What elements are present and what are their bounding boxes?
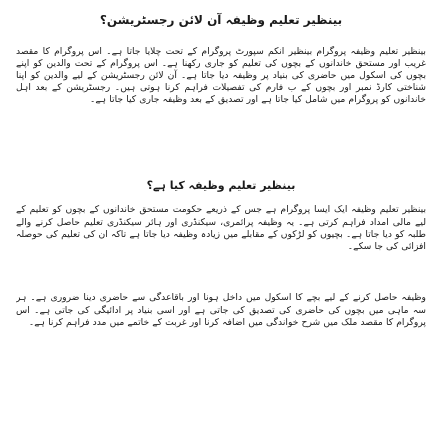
intro-paragraph: بینظیر تعلیم وظیفہ پروگرام بینظیر انکم سپورٹ پروگرام کے تحت چلایا جاتا ہے۔ اس پروگرام کا مقصد غریب اور مستحق خاندانوں کے بچوں کی تعلیم کو جاری رکھنا ہے۔ اس پروگرام کے تحت والدین کو اپنے بچوں کی اسکول میں حاضری کی بنیاد پر وظیفہ دیا جاتا ہے۔ آن لائن رجسٹریشن کے لیے والدین کو اپنا شناختی کارڈ نمبر اور بچوں کے ب فارم کی تفصیلات فراہم کرنا ہوتی ہیں۔ رجسٹریشن کے بعد اہل خاندانوں کو پروگرام میں شامل کیا جاتا ہے اور تصدیق کے بعد وظیفہ جاری کیا جاتا ہے۔ bbox=[16, 45, 426, 106]
details-paragraph: وظیفہ حاصل کرنے کے لیے بچے کا اسکول میں داخل ہونا اور باقاعدگی سے حاضری دینا ضروری ہے۔ ہر سہ ماہی میں بچوں کی حاضری کی تصدیق کی جاتی ہے اور اسی بنیاد پر ادائیگی کی جاتی ہے۔ اس پروگرام کا مقصد ملک میں شرح خواندگی میں اضافہ کرنا اور غربت کے خاتمے میں مدد فراہم کرنا ہے۔ bbox=[16, 292, 426, 328]
section-heading-what-is: بینظیر تعلیم وظیفہ کیا ہے؟ bbox=[146, 178, 296, 192]
page-title: بینظیر تعلیم وظیفہ آن لائن رجسٹریشن؟ bbox=[99, 13, 343, 27]
what-is-paragraph: بینظیر تعلیم وظیفہ ایک ایسا پروگرام ہے جس کے ذریعے حکومت مستحق خاندانوں کے بچوں کو تعلیم کے لیے مالی امداد فراہم کرتی ہے۔ یہ وظیفہ پرائمری، سیکنڈری اور ہائر سیکنڈری تعلیم حاصل کرنے والے طلبہ کو دیا جاتا ہے۔ بچیوں کو لڑکوں کے مقابلے میں زیادہ وظیفہ دیا جاتا ہے تاکہ ان کی تعلیم کی حوصلہ افزائی کی جا سکے۔ bbox=[16, 204, 426, 252]
